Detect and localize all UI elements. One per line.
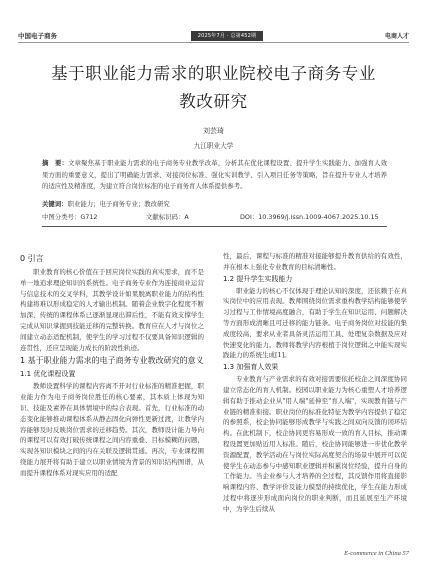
running-header bbox=[18, 31, 409, 43]
header-divider bbox=[18, 42, 409, 43]
abstract bbox=[42, 158, 387, 193]
section-1-3-paragraph: 专业教育与产业需求的有效对接需要依托校企之间深度协同建立常态化的育人机制。校园以职业能力为核心重塑人才培养逻辑有助于推动企业从"用人端"延伸至"育人端"，实现教育链与产业链的精准衔接。职业岗位的标准化特征为教学内容提供了稳定的参照系，校企协同能够形成教学与实践之间双向反馈的闭环结构。在此机制下，校企协同更容易形成一致的育人目标，推动课程设置更加贴近用人标准。随后，校企协同能够进一步优化教学资源配置，教学活动在与岗位实际高度契合的场景中展开可以促使学生在动态参与中感知职业逻辑并积累岗位经验，提升自身的工作能力。当企业参与人才培养的全过程，其反馈作用将直接影响课程内容、教学评价及能力模型的持续优化，学生在能力形成过程中将逐步形成面向岗位的职业判断，而且延展至生产环境中，为学生后续从 bbox=[223, 375, 407, 513]
right-column bbox=[223, 251, 407, 515]
section-1-2-heading: 1.2 提升学生实践能力 bbox=[223, 274, 293, 283]
article-title bbox=[30, 60, 397, 116]
intro-paragraph: 职业教育的核心价值在于回应岗位实践的真实需求，而不是单一地追求理论知识的系统性。电子商务专业作为连接商业运营与信息技术的交叉学科，其教学设计如果脱离职业能力的结构性构建将难以形成稳定的人才输出机制。随着企业数字化程度不断加深，传统的课程体系已逐渐显现出滞后性，不能有效支撑学生完成从知识掌握到技能迁移的完整转换。教育应在人才与岗位之间建立动态适配机制，使学生的学习过程不仅要具备知识逻辑的连贯性，还应呈现能力成长的阶段性轨迹。 bbox=[20, 268, 204, 352]
issue-badge: 2025年7月 · 总第452期 bbox=[191, 31, 263, 41]
keywords bbox=[42, 199, 387, 209]
journal-name: 中国电子商务 bbox=[18, 32, 57, 40]
doi: DOI：10.3969/j.issn.1009-4067.2025.10.15 bbox=[240, 213, 379, 221]
section-1-heading: 1 基于职业能力需求的电子商务专业教改研究的意义 bbox=[20, 356, 204, 366]
abstract-label: 摘 要： bbox=[42, 159, 69, 167]
section-1-1-paragraph: 教师设置科学的课程内容离不开对行业标准的精准把握，职业能力作为电子商务岗位胜任的核心要素，其本质上体现为知识、技能及素养在具体情境中的综合表现。首先，行业标准的动态变化能够推动课程体系从静态固化向弹性更新过渡，让教学内容能够及时反映岗位需求的迁移趋势。其次，教师设计能力导向的课程可以有效打破传统课程之间内容重叠、目标模糊的问题，实现各知识模块之间的内在关联及逻辑贯通。再次，专业课程围绕能力展开将有助于建立以职业情境为背景的知识结构图谱，从而提升课程体系对现实应用的适配 bbox=[20, 382, 204, 477]
author-name: 刘芸琦 bbox=[203, 127, 224, 135]
continued-paragraph: 性，最后，课程与标准的精准对接能够提升教育供给的有效性，并在根本上强化专业教育的目标清晰性。 bbox=[223, 252, 407, 271]
intro-heading: 0 引言 bbox=[20, 254, 44, 263]
section-1-1-heading: 1.1 优化课程设置 bbox=[20, 370, 76, 379]
title-line-2: 教改研究 bbox=[179, 92, 248, 111]
author-affiliation: 九江职业大学 bbox=[193, 142, 234, 150]
keywords-text: 职业能力；电子商务专业；教改研究 bbox=[67, 200, 170, 208]
clc-number: 中图分类号：G712 bbox=[42, 213, 98, 221]
section-1-2-paragraph: 职业能力的核心不仅体现于理论认知的深度，还依赖于在真实岗位中的应用表现。教师围绕岗位需求重构教学结构能够使学习过程与工作情境高度融合，有助于学生在知识运用、问题解决等方面形成清晰且可迁移的能力链条。电子商务岗位对技能的集成度较高，要求从业者具备灵活运用工具、处理复杂数据及应对快速变化的能力。教师将教学内容根植于岗位逻辑之中能实现实践能力的系统生成[1]。 bbox=[223, 286, 407, 360]
section-1-3-heading: 1.3 加强育人效果 bbox=[223, 363, 279, 372]
meta-divider bbox=[42, 226, 387, 227]
page-footer: E-commerce in China 57 bbox=[344, 550, 409, 557]
left-column bbox=[20, 251, 204, 479]
keywords-label: 关键词： bbox=[42, 200, 68, 208]
section-name: 电商人才 bbox=[384, 33, 409, 40]
title-line-1: 基于职业能力需求的职业院校电子商务专业 bbox=[51, 64, 376, 83]
document-code: 文献标识码：A bbox=[146, 213, 189, 221]
abstract-text: 文章聚焦基于职业能力需求的电子商务专业教学改革，分析其在优化课程设置、提升学生实践能力、加强育人效果方面的重要意义，提出了明确能力需求、对接岗位标准、强化实训教学、引入项目任务等策略，旨在提升专业人才培养的适应性及精准度，为建立符合岗位标准的电子商务育人体系提供参考。 bbox=[42, 159, 387, 191]
